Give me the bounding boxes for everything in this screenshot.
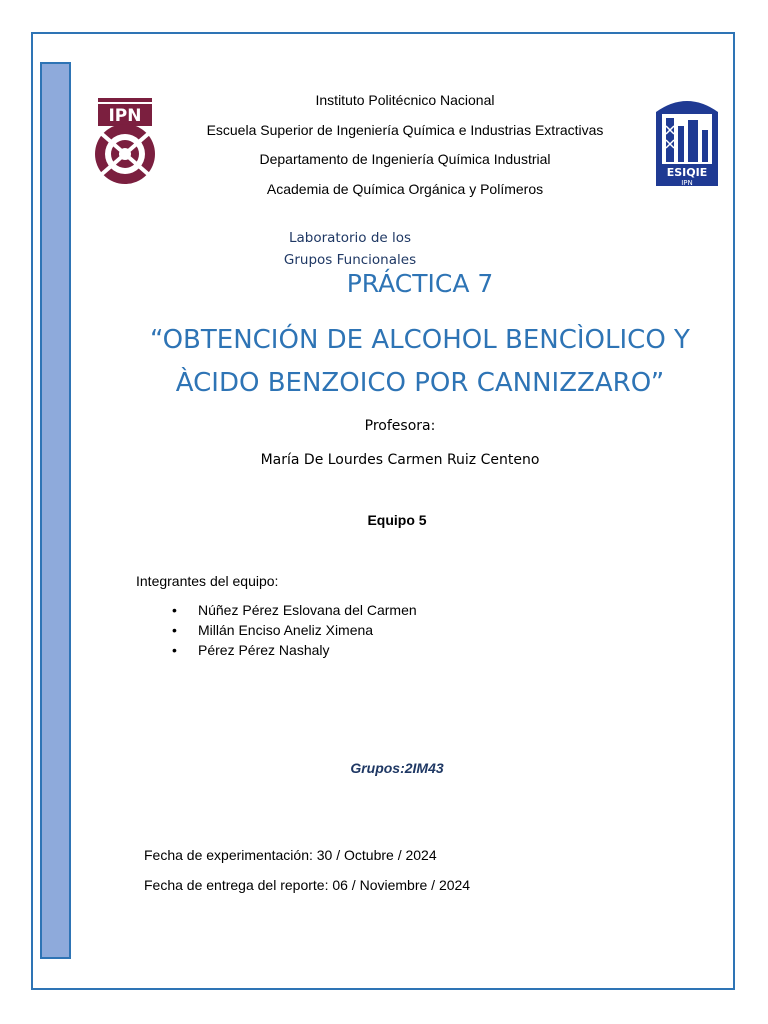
profesora-name: María De Lourdes Carmen Ruiz Centeno <box>260 452 540 468</box>
list-item: • Núñez Pérez Eslovana del Carmen <box>172 601 417 621</box>
department-name: Departamento de Ingeniería Química Industrial <box>259 151 551 167</box>
experiment-date: Fecha de experimentación: 30 / Octubre / 2024 <box>144 847 437 863</box>
svg-text:IPN: IPN <box>681 179 693 187</box>
group-label: Grupos:2IM43 <box>350 760 444 776</box>
school-name: Escuela Superior de Ingeniería Química e Industrias Extractivas <box>206 122 604 138</box>
svg-text:ESIQIE: ESIQIE <box>666 166 708 179</box>
svg-text:IPN: IPN <box>108 106 142 126</box>
team-number: Equipo 5 <box>367 512 427 528</box>
members-label: Integrantes del equipo: <box>136 573 279 589</box>
lab-line-1: Laboratorio de los <box>288 230 412 246</box>
practica-title: PRÁCTICA 7 <box>346 269 494 298</box>
profesora-label: Profesora: <box>364 418 436 434</box>
list-item: • Pérez Pérez Nashaly <box>172 641 417 661</box>
list-item: • Millán Enciso Aneliz Ximena <box>172 621 417 641</box>
esiqie-logo <box>654 92 720 188</box>
title-line-1: “OBTENCIÓN DE ALCOHOL BENCÌOLICO Y <box>150 325 690 355</box>
members-list <box>172 601 417 661</box>
lab-line-2: Grupos Funcionales <box>283 252 417 268</box>
decorative-side-bar <box>40 62 71 959</box>
title-line-2: ÀCIDO BENZOICO POR CANNIZZARO” <box>175 368 665 398</box>
ipn-logo <box>92 94 158 190</box>
academy-name: Academia de Química Orgánica y Polímeros <box>266 181 544 197</box>
delivery-date: Fecha de entrega del reporte: 06 / Noviembre / 2024 <box>144 877 471 893</box>
institution-name: Instituto Politécnico Nacional <box>315 92 495 108</box>
